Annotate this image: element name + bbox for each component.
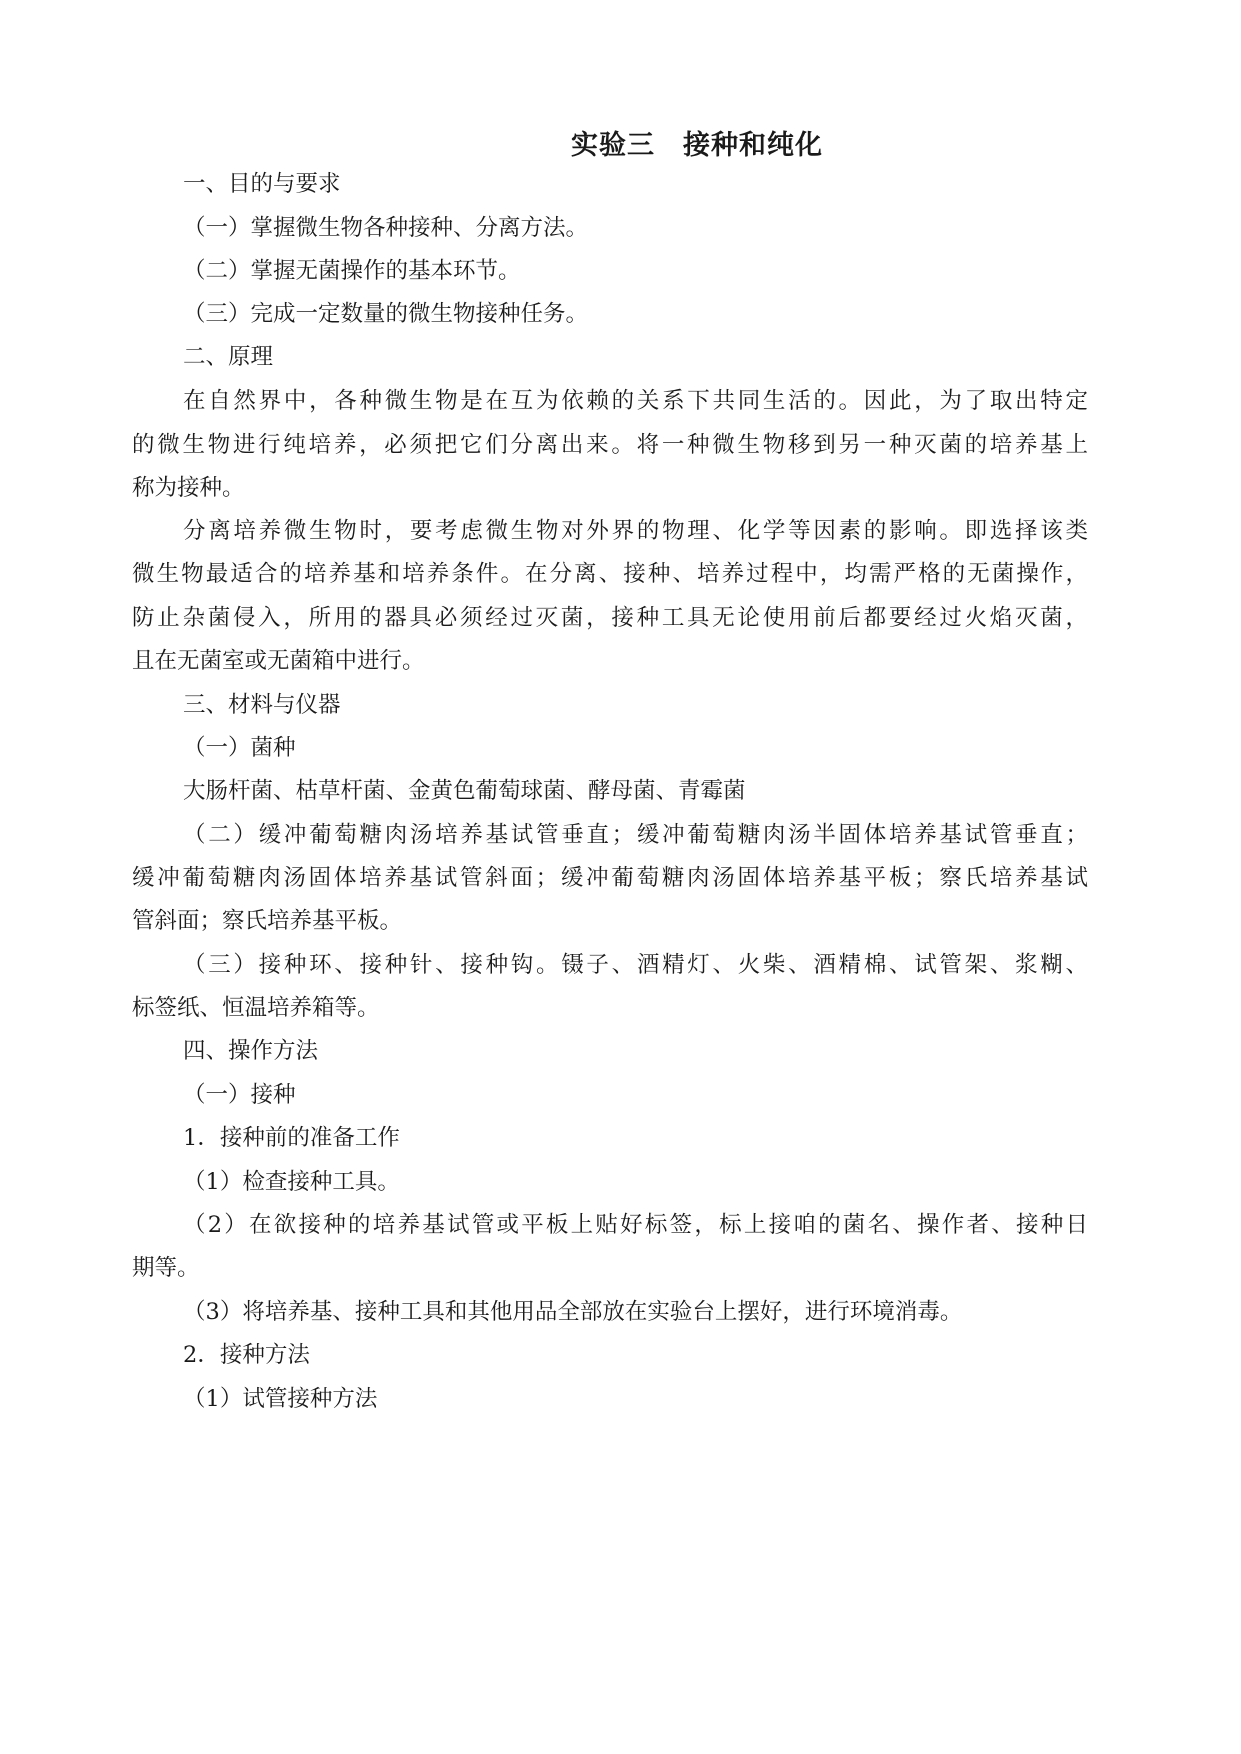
paragraph-line: 管斜面；察氏培养基平板。 xyxy=(132,908,403,934)
list-item: （一）掌握微生物各种接种、分离方法。 xyxy=(183,215,589,241)
list-item: （2）在欲接种的培养基试管或平板上贴好标签，标上接咱的菌名、操作者、接种日 xyxy=(183,1212,1088,1238)
paragraph-line: （二）缓冲葡萄糖肉汤培养基试管垂直；缓冲葡萄糖肉汤半固体培养基试管垂直； xyxy=(183,822,1088,848)
page-title: 实验三 接种和纯化 xyxy=(571,130,823,161)
sub-heading: （一）接种 xyxy=(183,1082,296,1108)
list-item: （三）完成一定数量的微生物接种任务。 xyxy=(183,301,589,327)
list-item: （1）试管接种方法 xyxy=(183,1386,378,1412)
paragraph-line: 缓冲葡萄糖肉汤固体培养基试管斜面；缓冲葡萄糖肉汤固体培养基平板；察氏培养基试 xyxy=(132,865,1088,891)
sub-heading: （一）菌种 xyxy=(183,735,296,761)
sub-heading: 1．接种前的准备工作 xyxy=(183,1125,400,1151)
section-heading: 四、操作方法 xyxy=(183,1038,319,1064)
paragraph-line: （三）接种环、接种针、接种钩。镊子、酒精灯、火柴、酒精棉、试管架、浆糊、 xyxy=(183,952,1088,978)
section-heading: 二、原理 xyxy=(183,344,274,370)
list-item: （3）将培养基、接种工具和其他用品全部放在实验台上摆好，进行环境消毒。 xyxy=(183,1299,963,1325)
section-heading: 三、材料与仪器 xyxy=(183,692,341,718)
paragraph-line: 期等。 xyxy=(132,1255,200,1281)
section-heading: 一、目的与要求 xyxy=(183,171,341,197)
list-item: （二）掌握无菌操作的基本环节。 xyxy=(183,258,521,284)
sub-heading: 2．接种方法 xyxy=(183,1342,310,1368)
paragraph-line: 大肠杆菌、枯草杆菌、金黄色葡萄球菌、酵母菌、青霉菌 xyxy=(183,778,746,804)
paragraph-line: 标签纸、恒温培养箱等。 xyxy=(132,995,380,1021)
paragraph-line: 防止杂菌侵入，所用的器具必须经过灭菌，接种工具无论使用前后都要经过火焰灭菌， xyxy=(132,605,1088,631)
paragraph-line: 分离培养微生物时，要考虑微生物对外界的物理、化学等因素的影响。即选择该类 xyxy=(183,518,1088,544)
paragraph-line: 称为接种。 xyxy=(132,475,245,501)
paragraph-line: 的微生物进行纯培养，必须把它们分离出来。将一种微生物移到另一种灭菌的培养基上 xyxy=(132,432,1088,458)
paragraph-line: 且在无菌室或无菌箱中进行。 xyxy=(132,648,425,674)
paragraph-line: 在自然界中，各种微生物是在互为依赖的关系下共同生活的。因此，为了取出特定 xyxy=(183,388,1088,414)
paragraph-line: 微生物最适合的培养基和培养条件。在分离、接种、培养过程中，均需严格的无菌操作， xyxy=(132,561,1088,587)
list-item: （1）检查接种工具。 xyxy=(183,1169,400,1195)
